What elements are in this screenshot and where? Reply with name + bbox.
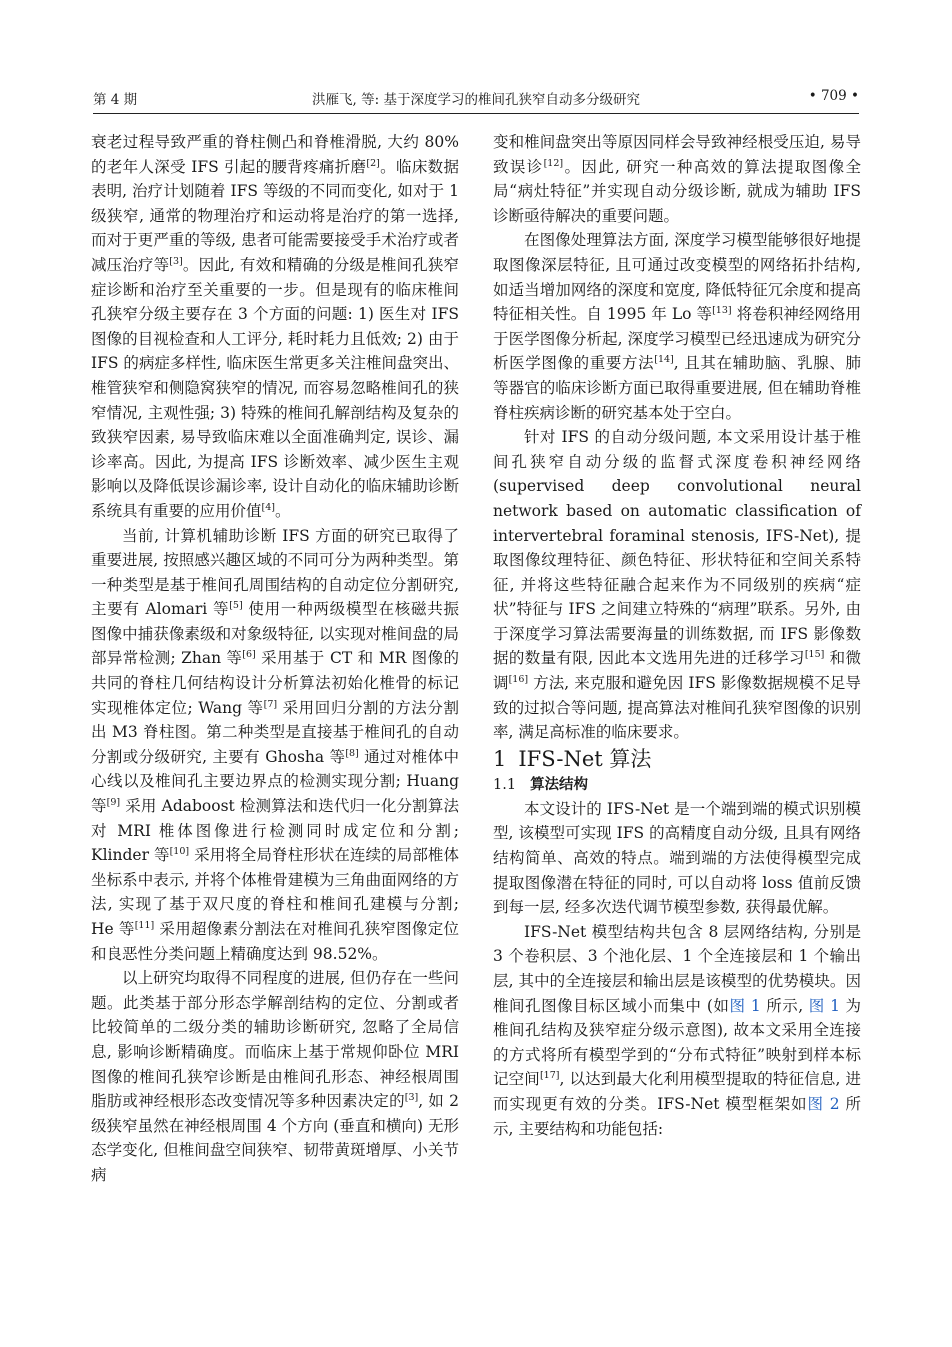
text-run: 为椎间孔结构及狭窄症分级示意图), 故本文采用全连接的方式将所有模型学到的“分布式特征”映射到样本标记空间 [493, 996, 862, 1089]
text-run: 本文设计的 IFS-Net 是一个端到端的模式识别模型, 该模型可实现 IFS 的高精度自动分级, 且具有网络结构简单、高效的特点。端到端的方法使得模型完成提取图像潜在特征的同时, 可以自动将 loss 值前反馈到每一层, 经多次迭代调节模型参数, 获得最优解。 [493, 799, 861, 917]
figure-link[interactable]: 图 2 [807, 1094, 840, 1113]
header-rule [93, 113, 859, 114]
text-run: 以上研究均取得不同程度的进展, 但仍存在一些问题。此类基于部分形态学解剖结构的定位、分割或者比较简单的二级分类的辅助诊断研究, 忽略了全局信息, 影响诊断精确度。而临床上基于常规仰卧位 MRI 图像的椎间孔狭窄诊断是由椎间孔形态、神经根周围脂肪或神经根形态改变情况等多种因素决定的 [91, 969, 459, 1111]
paragraph [493, 228, 861, 425]
citation[interactable]: [3] [169, 255, 183, 267]
citation[interactable]: [10] [169, 846, 190, 858]
citation[interactable]: [2] [366, 157, 380, 169]
citation[interactable]: [11] [134, 919, 155, 931]
text-run: IFS-Net 模型结构共包含 8 层网络结构, 分别是 3 个卷积层、3 个池化层、1 个全连接层和 1 个输出层, 其中的全连接层和输出层是该模型的优势模块。因椎间孔图像目标区域小而集中 (如 [493, 922, 861, 1015]
figure-link[interactable]: 图 1 [808, 996, 841, 1015]
paragraph [493, 797, 861, 920]
subsection-heading [493, 773, 861, 797]
text-run: , 如 2 级狭窄虽然在神经根周围 4 个方向 (垂直和横向) 无形态学变化, 但椎间盘空间狭窄、韧带黄斑增厚、小关节病 [91, 1092, 459, 1184]
citation[interactable]: [13] [712, 305, 732, 316]
text-run: 所示, 主要结构和功能包括: [493, 1094, 861, 1138]
section-heading [493, 745, 861, 773]
issue-number: 第 4 期 [93, 92, 138, 108]
subsection-title: 算法结构 [530, 775, 589, 793]
citation[interactable]: [6] [242, 649, 256, 661]
text-run: 。 [274, 501, 291, 520]
section-title: IFS-Net 算法 [518, 746, 652, 771]
citation[interactable]: [14] [654, 354, 674, 366]
text-run: 将卷积神经网络用于医学图像分析起, 深度学习模型已经迅速成为研究分析医学图像的重要方法 [493, 305, 862, 373]
text-run: 。因此, 有效和精确的分级是椎间孔狭窄症诊断和治疗至关重要的一步。但是现有的临床椎间孔狭窄分级主要存在 3 个方面的问题: 1) 医生对 IFS 图像的目视检查和人工评分, 耗时耗力且低效; 2) 由于 IFS 的病症多样性, 临床医生常更多关注椎间盘突出、椎管狭窄和侧隐窝狭窄的情况, 而容易忽略椎间孔的狭窄情况, 主观性强; 3) 特殊的椎间孔解剖结构及复杂的致狭窄因素, 易导致临床难以全面准确判定, 误诊、漏诊率高。因此, 为提高 IFS 诊断效率、减少医生主观影响以及降低误诊漏诊率, 设计自动化的临床辅助诊断系统具有重要的应用价值 [91, 255, 459, 520]
section-number: 1 [493, 746, 507, 771]
paragraph [493, 920, 861, 1141]
paragraph [493, 130, 861, 228]
citation[interactable]: [12] [543, 157, 564, 169]
running-title: 洪雁飞, 等: 基于深度学习的椎间孔狭窄自动多分级研究 [312, 92, 640, 108]
paragraph [493, 425, 861, 745]
text-run: 方法, 来克服和避免因 IFS 影像数据规模不足导致的过拟合等问题, 提高算法对椎间孔狭窄图像的识别率, 满足高标准的临床要求。 [493, 674, 861, 742]
text-run: , 以达到最大化利用模型提取的特征信息, 进而实现更有效的分类。IFS-Net 模型框架如 [493, 1070, 861, 1113]
page-number: • 709 • [808, 88, 859, 104]
text-run: 采用回归分割的方法分割出 M3 脊柱图。第二种类型是直接基于椎间孔的自动分割或分级研究, 主要有 Ghosha 等 [91, 698, 459, 766]
text-run: 在图像处理算法方面, 深度学习模型能够很好地提取图像深层特征, 且可通过改变模型的网络拓扑结构, 如适当增加网络的深度和宽度, 降低特征冗余度和提高特征相关性。自 1995 年 Lo 等 [493, 231, 861, 324]
text-run: 。临床数据表明, 治疗计划随着 IFS 等级的不同而变化, 如对于 1 级狭窄, 通常的物理治疗和运动将是治疗的第一选择, 而对于更严重的等级, 患者可能需要接受手术治疗或者减压治疗等 [91, 157, 459, 274]
text-run: , 且其在辅助脑、乳腺、肺等器官的临床诊断方面已取得重要进展, 但在辅助脊椎脊柱疾病诊断的研究基本处于空白。 [493, 354, 861, 422]
text-run: 。因此, 研究一种高效的算法提取图像全局“病灶特征”并实现自动分级诊断, 就成为辅助 IFS 诊断亟待解决的重要问题。 [493, 157, 861, 225]
citation[interactable]: [7] [263, 698, 278, 710]
citation[interactable]: [5] [229, 600, 243, 612]
figure-link[interactable]: 图 1 [729, 996, 761, 1015]
paragraph [91, 966, 459, 1187]
text-run: 针对 IFS 的自动分级问题, 本文采用设计基于椎间孔狭窄自动分级的监督式深度卷积神经网络 (supervised deep convolutional neural network based on automatic classification of intervertebral foraminal stenosis, IFS-Net), 提取图像纹理特征、颜色特征、形状特征和空间关系特征, 并将这些特征融合起来作为不同级别的疾病“症状”特征与 IFS 之间建立特殊的“病理”联系。另外, 由于深度学习算法需要海量的训练数据, 而 IFS 影像数据的数量有限, 因此本文选用先进的迁移学习 [493, 428, 861, 668]
text-run: 和微调 [493, 649, 861, 693]
citation[interactable]: [16] [508, 673, 529, 685]
text-run: 所示, [760, 996, 809, 1015]
paragraph [91, 524, 459, 967]
text-run: 变和椎间盘突出等原因同样会导致神经根受压迫, 易导致误诊 [493, 133, 861, 176]
subsection-number: 1.1 [493, 776, 517, 793]
running-header [93, 88, 859, 112]
citation[interactable]: [17] [539, 1070, 560, 1082]
text-run: 当前, 计算机辅助诊断 IFS 方面的研究已取得了重要进展, 按照感兴趣区域的不同可分为两种类型。第一种类型是基于椎间孔周围结构的自动定位分割研究, 主要有 Alomari 等 [91, 526, 459, 619]
citation[interactable]: [9] [106, 796, 121, 808]
paragraph [91, 130, 459, 524]
text-run: 采用基于 CT 和 MR 图像的共同的脊柱几何结构设计分析算法初始化椎骨的标记实现椎体定位; Wang 等 [91, 649, 459, 717]
citation[interactable]: [4] [261, 501, 275, 513]
text-run: 采用超像素分割法在对椎间孔狭窄图像定位和良恶性分类问题上精确度达到 98.52%。 [91, 920, 459, 963]
citation[interactable]: [8] [345, 747, 359, 759]
text-run: 衰老过程导致严重的脊柱侧凸和脊椎滑脱, 大约 80% 的老年人深受 IFS 引起的腰背疼痛折磨 [91, 133, 459, 176]
text-run: 采用 Adaboost 检测算法和迭代归一化分割算法对 MRI 椎体图像进行检测同时成定位和分割; Klinder 等 [91, 797, 459, 865]
left-column [91, 130, 459, 1188]
text-run: 通过对椎体中心线以及椎间孔主要边界点的检测实现分割; Huang 等 [91, 747, 459, 816]
text-run: 采用将全局脊柱形状在连续的局部椎体坐标系中表示, 并将个体椎骨建模为三角曲面网络的方法, 实现了基于双尺度的脊柱和椎间孔建模与分割; He 等 [91, 846, 459, 938]
text-run: 使用一种两级模型在核磁共振图像中捕获像素级和对象级特征, 以实现对椎间盘的局部异常检测; Zhan 等 [91, 600, 459, 668]
citation[interactable]: [3] [404, 1092, 419, 1103]
citation[interactable]: [15] [804, 649, 825, 661]
right-column [493, 130, 861, 1141]
